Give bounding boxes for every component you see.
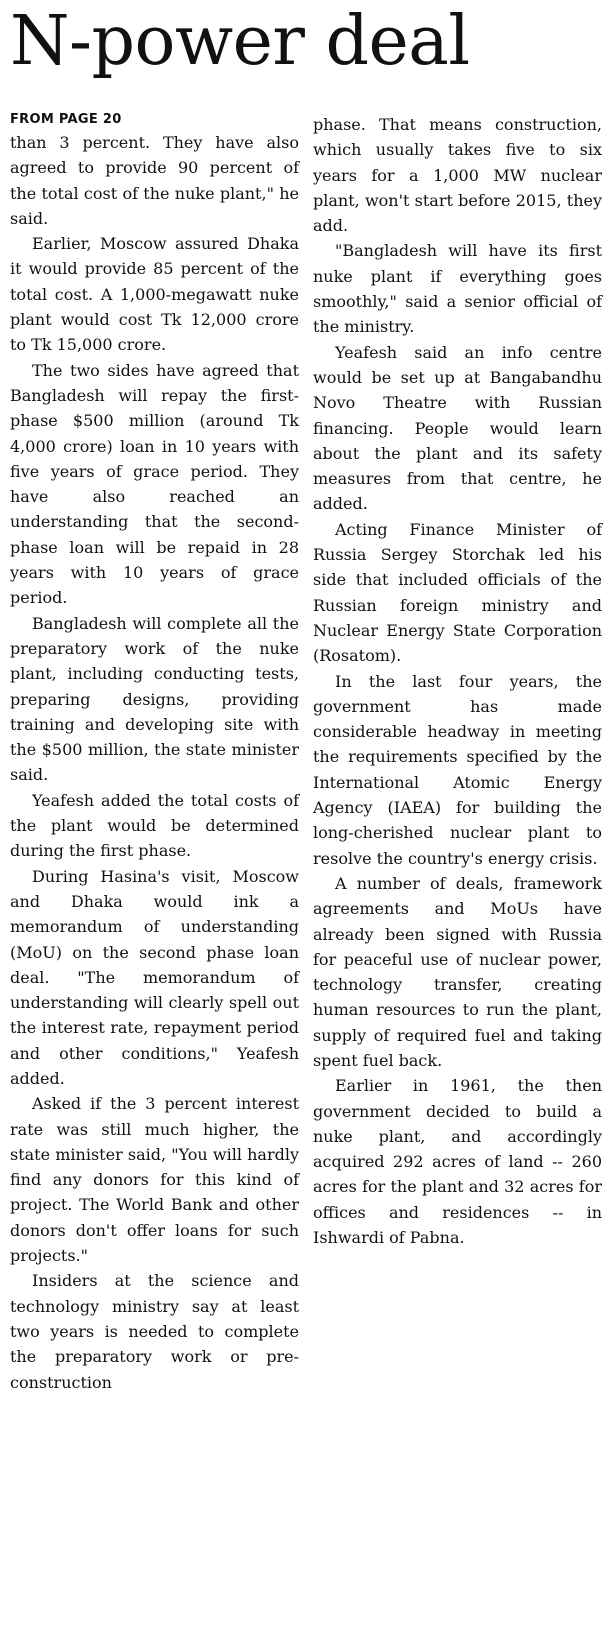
- paragraph: Earlier in 1961, the then government decided to build a nuke plant, and accordingly acquired 292 acres of land -- 260 acres for the plant and 32 acres for offices and residences -- in Ishwardi of Pabna.: [313, 1076, 602, 1248]
- paragraph: During Hasina's visit, Moscow and Dhaka would ink a memorandum of understanding (MoU) on the second phase loan deal. "The memorandum of understanding will clearly spell out the interest rate, repayment period and other conditions," Yeafesh added.: [10, 866, 299, 1088]
- paragraph: Bangladesh will complete all the preparatory work of the nuke plant, including conducting tests, preparing designs, providing training and developing site with the $500 million, the state minister said.: [10, 613, 299, 785]
- paragraph: than 3 percent. They have also agreed to provide 90 percent of the total cost of the nuke plant," he said.: [10, 133, 299, 228]
- paragraph: A number of deals, framework agreements and MoUs have already been signed with Russia for peaceful use of nuclear power, technology transfer, creating human resources to run the plant, supply of required fuel and taking spent fuel back.: [313, 873, 602, 1070]
- column-left: [10, 112, 299, 1395]
- continuation-kicker: FROM PAGE 20: [10, 112, 122, 127]
- column-right: [313, 112, 602, 1395]
- headline: N-power deal: [10, 2, 470, 81]
- paragraph: Earlier, Moscow assured Dhaka it would provide 85 percent of the total cost. A 1,000-megawatt nuke plant would cost Tk 12,000 crore to Tk 15,000 crore.: [10, 234, 299, 355]
- paragraph: Acting Finance Minister of Russia Sergey Storchak led his side that included officials of the Russian foreign ministry and Nuclear Energy State Corporation (Rosatom).: [313, 519, 602, 666]
- paragraph: "Bangladesh will have its first nuke plant if everything goes smoothly," said a senior official of the ministry.: [313, 241, 602, 337]
- paragraph: The two sides have agreed that Bangladesh will repay the first-phase $500 million (around Tk 4,000 crore) loan in 10 years with five years of grace period. They have also reached an understanding that the second-phase loan will be repaid in 28 years with 10 years of grace period.: [10, 360, 299, 608]
- paragraph: Insiders at the science and technology ministry say at least two years is needed to complete the preparatory work or pre-construction: [10, 1271, 299, 1392]
- paragraph: Yeafesh said an info centre would be set up at Bangabandhu Novo Theatre with Russian financing. People would learn about the plant and its safety measures from that centre, he added.: [313, 342, 602, 514]
- paragraph: phase. That means construction, which usually takes five to six years for a 1,000 MW nuclear plant, won't start before 2015, they add.: [313, 115, 602, 236]
- paragraph: In the last four years, the government has made considerable headway in meeting the requirements specified by the International Atomic Energy Agency (IAEA) for building the long-cherished nuclear plant to resolve the country's energy crisis.: [313, 671, 602, 868]
- paragraph: Asked if the 3 percent interest rate was still much higher, the state minister said, "You will hardly find any donors for this kind of project. The World Bank and other donors don't offer loans for such projects.": [10, 1094, 299, 1266]
- news-clipping: [0, 2, 610, 1641]
- paragraph: Yeafesh added the total costs of the plant would be determined during the first phase.: [10, 790, 299, 861]
- article-body: [10, 112, 602, 1395]
